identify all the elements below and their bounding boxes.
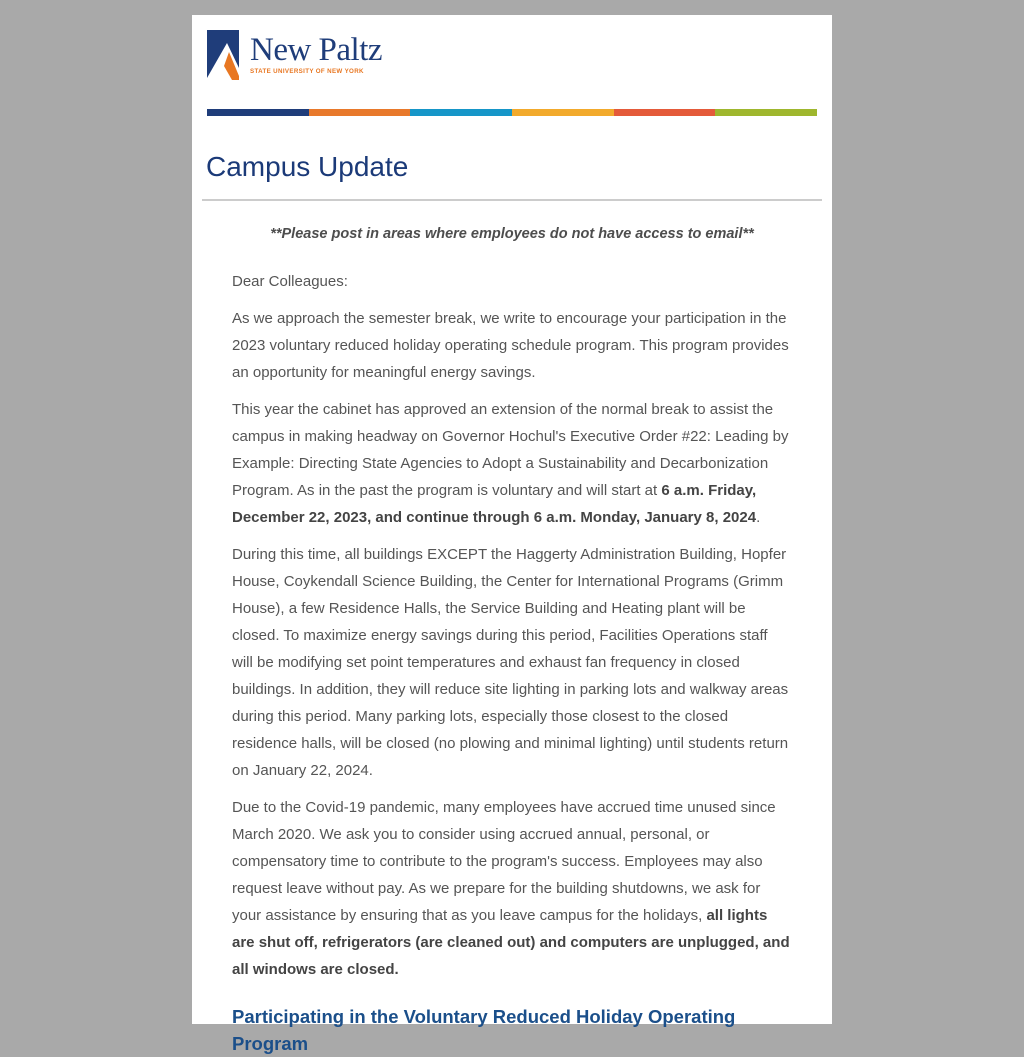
- email-body: [232, 268, 792, 1057]
- color-bar-segment: [614, 109, 716, 116]
- color-bar-segment: [207, 109, 309, 116]
- logo-wordmark: New Paltz: [250, 32, 383, 68]
- color-bar-segment: [410, 109, 512, 116]
- posting-notice: **Please post in areas where employees do not have access to email**: [270, 226, 754, 242]
- color-bar-segment: [512, 109, 614, 116]
- schedule-text: This year the cabinet has approved an extension of the normal break to assist the campus in making headway on Governor Hochul's Executive Order #22: Leading by Example: Directing State Agencies to Adopt a Sustainability and Decarbonization Program. As in the past the program is voluntary and will start at: [232, 401, 789, 499]
- brand-color-bar: [207, 109, 817, 116]
- new-paltz-logo[interactable]: [207, 30, 387, 82]
- shutdown-instructions: all lights are shut off, refrigerators (are cleaned out) and computers are unplugged, and all windows are closed.: [232, 907, 790, 978]
- schedule-end: .: [756, 509, 761, 526]
- paragraph-schedule: [232, 396, 792, 531]
- title-divider: [202, 199, 822, 201]
- paragraph-closures: During this time, all buildings EXCEPT the Haggerty Administration Building, Hopfer House, Coykendall Science Building, the Center for International Programs (Grimm House), a few Residence Halls, the Service Building and Heating plant will be closed. To maximize energy savings during this period, Facilities Operations staff will be modifying set point temperatures and exhaust fan frequency in closed buildings. In addition, they will reduce site lighting in parking lots and walkway areas during this period. Many parking lots, especially those closest to the closed residence halls, will be closed (no plowing and minimal lighting) until students return on January 22, 2024.: [232, 546, 789, 779]
- salutation: Dear Colleagues:: [232, 273, 348, 290]
- paragraph-intro: As we approach the semester break, we write to encourage your participation in the 2023 voluntary reduced holiday operating schedule program. This program provides an opportunity for meaningful energy savings.: [232, 310, 789, 381]
- schedule-dates: 6 a.m. Friday, December 22, 2023, and continue through 6 a.m. Monday, January 8, 2024: [232, 482, 757, 526]
- paragraph-leave: [232, 794, 792, 983]
- color-bar-segment: [309, 109, 411, 116]
- page-title: Campus Update: [206, 151, 409, 182]
- logo-subtitle: STATE UNIVERSITY OF NEW YORK: [250, 68, 364, 75]
- color-bar-segment: [715, 109, 817, 116]
- section-heading: Participating in the Voluntary Reduced Holiday Operating Program: [232, 1006, 736, 1054]
- new-paltz-mark-icon: [207, 30, 241, 80]
- email-page: [192, 15, 832, 1054]
- leave-text: Due to the Covid-19 pandemic, many employees have accrued time unused since March 2020. We ask you to consider using accrued annual, personal, or compensatory time to contribute to the program's success. Employees may also request leave without pay. As we prepare for the building shutdowns, we ask for your assistance by ensuring that as you leave campus for the holidays,: [232, 799, 776, 924]
